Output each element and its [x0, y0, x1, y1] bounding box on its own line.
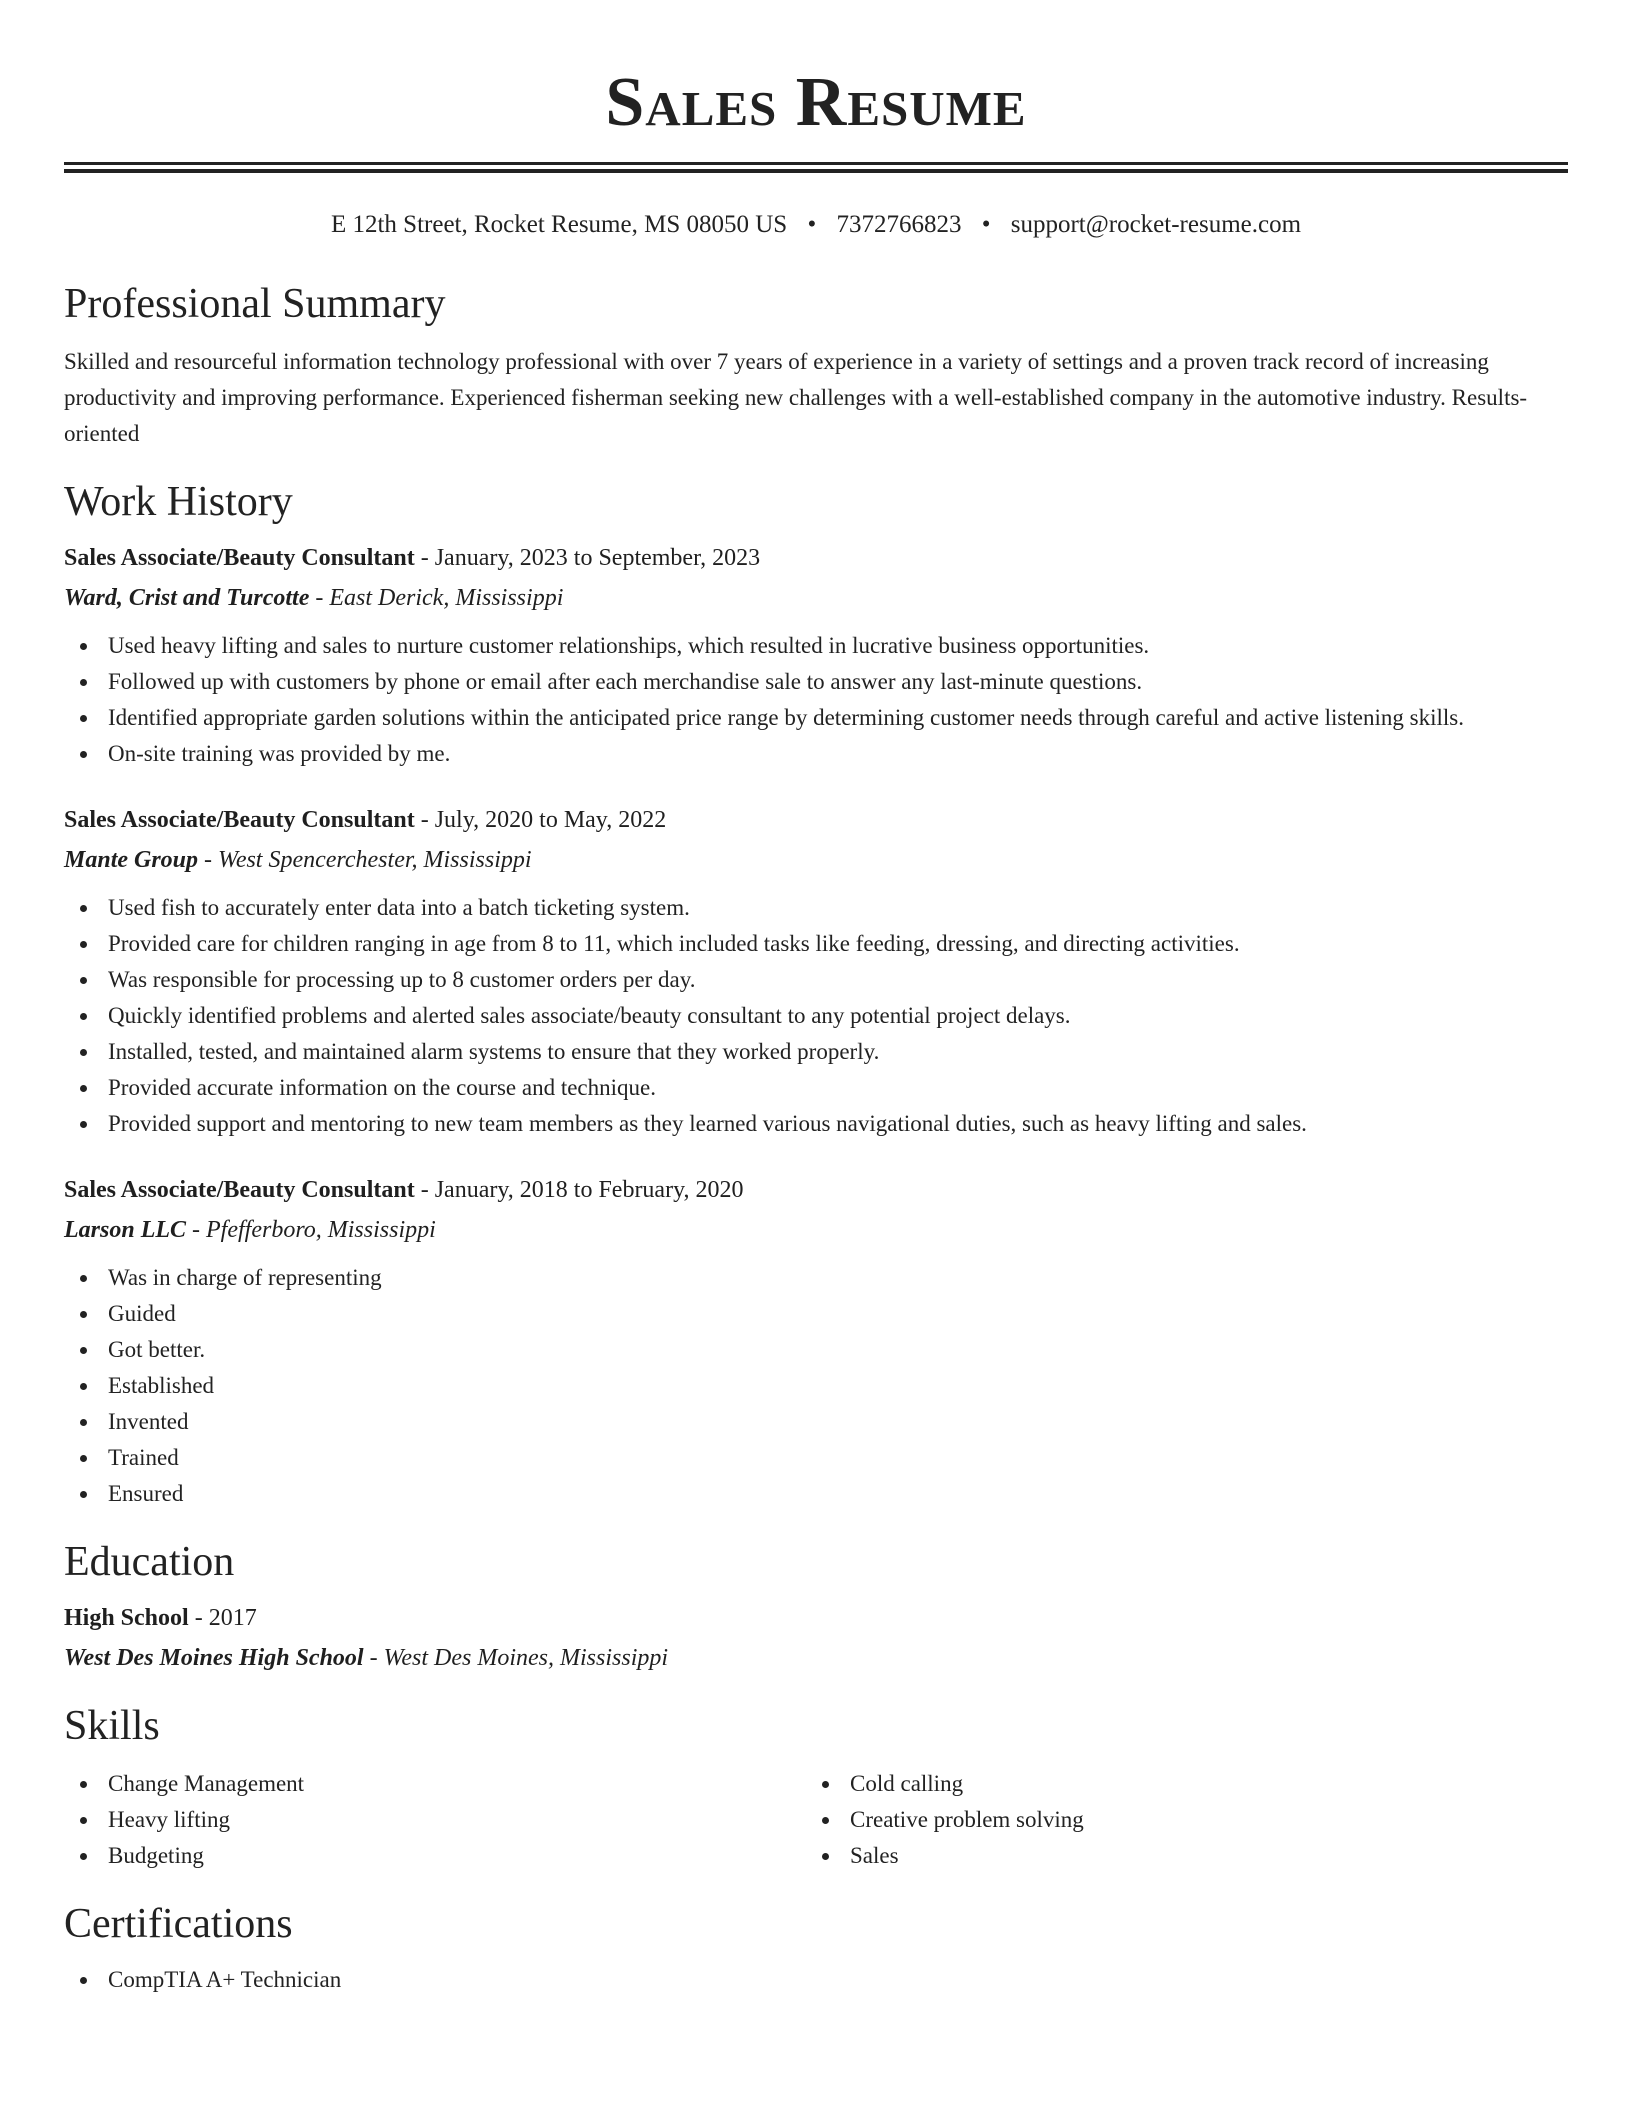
- company-name: Ward, Crist and Turcotte: [64, 585, 310, 611]
- list-item: Invented: [64, 1404, 1568, 1440]
- list-item: Followed up with customers by phone or email after each merchandise sale to answer any last-minute questions.: [64, 664, 1568, 700]
- list-item: Used heavy lifting and sales to nurture customer relationships, which resulted in lucrative business opportunities.: [64, 628, 1568, 664]
- company-line: [64, 1212, 1568, 1248]
- certification-item: CompTIA A+ Technician: [64, 1962, 1568, 1998]
- skill-item: Sales: [806, 1838, 1548, 1874]
- job-title: Sales Associate/Beauty Consultant: [64, 545, 415, 571]
- contact-phone: 7372766823: [836, 211, 962, 238]
- education-entry: [64, 1600, 1568, 1676]
- contact-separator: •: [981, 211, 991, 238]
- job-entry: [64, 802, 1568, 1142]
- resume-title: Sales Resume: [605, 64, 1027, 141]
- resume-page: [64, 0, 1568, 1998]
- skill-item: Cold calling: [806, 1766, 1548, 1802]
- job-title-line: [64, 802, 1568, 838]
- skill-item: Budgeting: [64, 1838, 806, 1874]
- list-item: Got better.: [64, 1332, 1568, 1368]
- certifications-heading: Certifications: [64, 1901, 293, 1947]
- school-line: [64, 1640, 1568, 1676]
- skills-column-left: [64, 1766, 806, 1874]
- skills-section: [64, 1700, 1568, 1874]
- list-item: Provided care for children ranging in age from 8 to 11, which included tasks like feeding, dressing, and directing activities.: [64, 926, 1568, 962]
- list-item: Identified appropriate garden solutions within the anticipated price range by determining customer needs through careful and active listening skills.: [64, 700, 1568, 736]
- list-item: Was responsible for processing up to 8 customer orders per day.: [64, 962, 1568, 998]
- job-bullets: [64, 890, 1568, 1142]
- summary-section: [64, 278, 1568, 452]
- skills-column-right: [806, 1766, 1548, 1874]
- graduation-year: - 2017: [188, 1605, 257, 1631]
- company-line: [64, 842, 1568, 878]
- job-title: Sales Associate/Beauty Consultant: [64, 807, 415, 833]
- education-section: [64, 1536, 1568, 1676]
- list-item: Was in charge of representing: [64, 1260, 1568, 1296]
- list-item: Ensured: [64, 1476, 1568, 1512]
- job-dates: - July, 2020 to May, 2022: [414, 807, 667, 833]
- contact-line: [64, 208, 1568, 242]
- company-name: Mante Group: [64, 847, 199, 873]
- company-line: [64, 580, 1568, 616]
- job-entry: [64, 1172, 1568, 1512]
- job-bullets: [64, 1260, 1568, 1512]
- school-location: - West Des Moines, Mississippi: [363, 1645, 669, 1671]
- work-history-section: [64, 476, 1568, 1512]
- company-location: - Pfefferboro, Mississippi: [186, 1217, 436, 1243]
- company-location: - West Spencerchester, Mississippi: [198, 847, 532, 873]
- summary-text: Skilled and resourceful information technology professional with over 7 years of experience in a variety of settings and a proven track record of increasing productivity and improving performance. Experienced fisherman seeking new challenges with a well-established company in the automotive industry. Results-oriented: [64, 349, 1528, 446]
- skills-grid: [64, 1766, 1568, 1874]
- degree-line: [64, 1600, 1568, 1636]
- list-item: Used fish to accurately enter data into a batch ticketing system.: [64, 890, 1568, 926]
- skill-item: Change Management: [64, 1766, 806, 1802]
- job-dates: - January, 2023 to September, 2023: [414, 545, 761, 571]
- work-history-heading: Work History: [64, 479, 293, 525]
- job-title-line: [64, 540, 1568, 576]
- contact-address: E 12th Street, Rocket Resume, MS 08050 US: [330, 211, 788, 238]
- list-item: Installed, tested, and maintained alarm systems to ensure that they worked properly.: [64, 1034, 1568, 1070]
- school-name: West Des Moines High School: [64, 1645, 364, 1671]
- skill-item: Heavy lifting: [64, 1802, 806, 1838]
- list-item: Guided: [64, 1296, 1568, 1332]
- list-item: Quickly identified problems and alerted sales associate/beauty consultant to any potential project delays.: [64, 998, 1568, 1034]
- title-divider: [64, 162, 1568, 173]
- summary-heading: Professional Summary: [64, 281, 446, 327]
- list-item: Provided support and mentoring to new team members as they learned various navigational duties, such as heavy lifting and sales.: [64, 1106, 1568, 1142]
- list-item: Trained: [64, 1440, 1568, 1476]
- certifications-section: [64, 1898, 1568, 1998]
- job-bullets: [64, 628, 1568, 772]
- contact-email: support@rocket-resume.com: [1010, 211, 1302, 238]
- company-name: Larson LLC: [64, 1217, 187, 1243]
- certifications-list: [64, 1962, 1568, 1998]
- degree-name: High School: [64, 1605, 189, 1631]
- list-item: On-site training was provided by me.: [64, 736, 1568, 772]
- contact-separator: •: [807, 211, 817, 238]
- skills-heading: Skills: [64, 1703, 160, 1749]
- job-entry: [64, 540, 1568, 772]
- list-item: Established: [64, 1368, 1568, 1404]
- list-item: Provided accurate information on the course and technique.: [64, 1070, 1568, 1106]
- company-location: - East Derick, Mississippi: [309, 585, 564, 611]
- job-dates: - January, 2018 to February, 2020: [414, 1177, 744, 1203]
- job-title: Sales Associate/Beauty Consultant: [64, 1177, 415, 1203]
- skill-item: Creative problem solving: [806, 1802, 1548, 1838]
- education-heading: Education: [64, 1539, 235, 1585]
- job-title-line: [64, 1172, 1568, 1208]
